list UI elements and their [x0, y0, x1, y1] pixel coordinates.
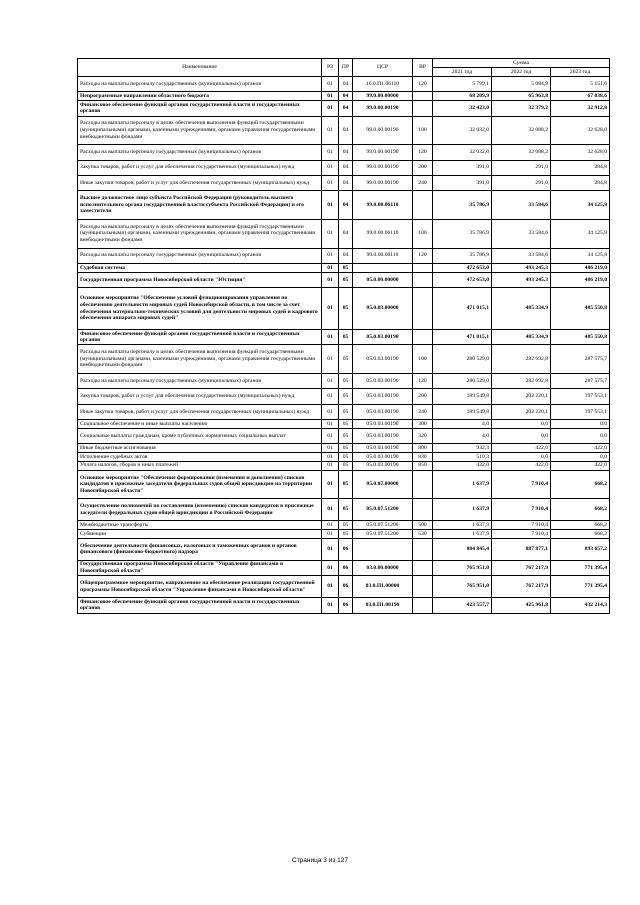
- cell-vr: [413, 288, 433, 330]
- cell-pr: 05: [339, 263, 353, 272]
- table-row: [78, 219, 610, 248]
- cell-csr: 05.0.03.00190: [353, 345, 413, 374]
- cell-2022: 7 910,4: [492, 521, 551, 530]
- header-csr: ЦСР: [353, 59, 413, 77]
- cell-name: Закупка товаров, работ и услуг для обеспечения государственных (муниципальных) нужд: [78, 389, 322, 404]
- cell-2021: 35 786,9: [433, 219, 492, 248]
- cell-vr: [413, 92, 433, 101]
- cell-csr: 99.0.00.00190: [353, 175, 413, 190]
- cell-vr: 100: [413, 116, 433, 145]
- cell-2021: 471 015,1: [433, 329, 492, 344]
- cell-name: Социальные выплаты гражданам, кроме публичных нормативных социальных выплат: [78, 428, 322, 443]
- cell-rz: 01: [322, 444, 339, 453]
- cell-2022: 291,0: [492, 175, 551, 190]
- cell-pr: 05: [339, 345, 353, 374]
- table-row: [78, 461, 610, 470]
- table-row: [78, 373, 610, 388]
- cell-pr: 04: [339, 116, 353, 145]
- cell-2021: 765 951,0: [433, 576, 492, 598]
- cell-vr: [413, 101, 433, 116]
- cell-pr: 05: [339, 329, 353, 344]
- cell-name: Основное мероприятие "Обеспечение формирования (изменения и дополнения) списков кандидатов в присяжные заседатели федеральных судов общей юрисдикции на территории Новосибирской области": [78, 470, 322, 499]
- cell-vr: [413, 499, 433, 521]
- table-row: [78, 389, 610, 404]
- cell-2023: 34 125,8: [551, 191, 610, 220]
- cell-pr: 06: [339, 598, 353, 613]
- cell-2021: 189 549,8: [433, 404, 492, 419]
- cell-rz: 01: [322, 560, 339, 575]
- cell-2023: 668,2: [551, 470, 610, 499]
- cell-rz: 01: [322, 530, 339, 539]
- cell-vr: [413, 576, 433, 598]
- cell-2021: 68 209,9: [433, 92, 492, 101]
- cell-pr: 04: [339, 92, 353, 101]
- cell-2021: 765 951,0: [433, 560, 492, 575]
- cell-vr: 800: [413, 444, 433, 453]
- cell-2022: 0,0: [492, 420, 551, 429]
- table-row: [78, 101, 610, 116]
- cell-csr: 99.0.00.00000: [353, 92, 413, 101]
- cell-rz: 01: [322, 521, 339, 530]
- cell-name: Социальное обеспечение и иные выплаты населению: [78, 420, 322, 429]
- cell-pr: 04: [339, 219, 353, 248]
- cell-rz: 01: [322, 145, 339, 160]
- cell-csr: 99.0.00.00190: [353, 160, 413, 175]
- cell-pr: 05: [339, 461, 353, 470]
- table-row: [78, 538, 610, 560]
- cell-pr: 04: [339, 160, 353, 175]
- cell-csr: 16.0.П1.06110: [353, 77, 413, 92]
- table-row: [78, 428, 610, 443]
- table-row: [78, 116, 610, 145]
- cell-name: Расходы на выплаты персоналу в целях обеспечения выполнения функций государственными (муниципальными) органами, казенными учреждениями, органами управления государственными внебюджетными фондами: [78, 345, 322, 374]
- cell-2022: 32 088,2: [492, 145, 551, 160]
- cell-csr: 99.0.00.00190: [353, 101, 413, 116]
- cell-name: Исполнение судебных актов: [78, 453, 322, 462]
- cell-vr: 120: [413, 145, 433, 160]
- cell-2021: 472 653,0: [433, 263, 492, 272]
- cell-pr: 05: [339, 373, 353, 388]
- cell-csr: 99.0.00.06110: [353, 248, 413, 263]
- table-row: [78, 444, 610, 453]
- cell-pr: 05: [339, 499, 353, 521]
- cell-name: Межбюджетные трансферты: [78, 521, 322, 530]
- cell-csr: 05.0.03.00190: [353, 389, 413, 404]
- cell-pr: 05: [339, 420, 353, 429]
- header-year-2022: 2022 год: [492, 68, 551, 77]
- cell-2023: 0,0: [551, 428, 610, 443]
- cell-name: Финансовое обеспечение функций органов государственной власти и государственных органов: [78, 329, 322, 344]
- cell-pr: 06: [339, 538, 353, 560]
- table-body: [78, 77, 610, 614]
- cell-rz: 01: [322, 499, 339, 521]
- table-row: [78, 453, 610, 462]
- cell-2022: 767 217,9: [492, 560, 551, 575]
- table-row: [78, 160, 610, 175]
- cell-2021: 280 529,0: [433, 373, 492, 388]
- cell-rz: 01: [322, 175, 339, 190]
- cell-2022: 291,0: [492, 160, 551, 175]
- cell-2023: 197 553,1: [551, 389, 610, 404]
- cell-csr: [353, 263, 413, 272]
- cell-pr: 05: [339, 521, 353, 530]
- table-row: [78, 145, 610, 160]
- cell-2021: 5 799,1: [433, 77, 492, 92]
- cell-2023: 284,8: [551, 160, 610, 175]
- cell-vr: 240: [413, 404, 433, 419]
- cell-2021: 32 032,0: [433, 116, 492, 145]
- cell-2023: 0,0: [551, 420, 610, 429]
- cell-pr: 05: [339, 453, 353, 462]
- cell-csr: 03.0.00.00000: [353, 560, 413, 575]
- cell-2022: 282 692,8: [492, 373, 551, 388]
- cell-rz: 01: [322, 329, 339, 344]
- cell-2023: 771 395,4: [551, 576, 610, 598]
- table-row: [78, 598, 610, 613]
- cell-name: Субвенции: [78, 530, 322, 539]
- cell-name: Осуществление полномочий по составлению (изменению) списков кандидатов в присяжные заседатели федеральных судов общей юрисдикции в Российской Федерации: [78, 499, 322, 521]
- table-row: [78, 92, 610, 101]
- cell-name: Расходы на выплаты персоналу государственных (муниципальных) органов: [78, 373, 322, 388]
- cell-2021: 422,0: [433, 461, 492, 470]
- cell-pr: 05: [339, 530, 353, 539]
- cell-2023: 5 151,6: [551, 77, 610, 92]
- cell-rz: 01: [322, 263, 339, 272]
- cell-csr: 99.0.00.00190: [353, 116, 413, 145]
- cell-pr: 06: [339, 560, 353, 575]
- cell-pr: 05: [339, 389, 353, 404]
- cell-pr: 05: [339, 272, 353, 287]
- cell-rz: 01: [322, 576, 339, 598]
- cell-2021: 1 637,9: [433, 470, 492, 499]
- cell-csr: 05.0.07.00000: [353, 470, 413, 499]
- cell-csr: 05.0.03.00190: [353, 453, 413, 462]
- cell-name: Расходы на выплаты персоналу в целях обеспечения выполнения функций государственными (муниципальными) органами, казенными учреждениями, органами управления государственными внебюджетными фондами: [78, 219, 322, 248]
- cell-pr: 04: [339, 175, 353, 190]
- cell-csr: 03.0.П1.00190: [353, 598, 413, 613]
- cell-vr: 850: [413, 461, 433, 470]
- cell-name: Иные закупки товаров, работ и услуг для обеспечения государственных (муниципальных) нужд: [78, 404, 322, 419]
- cell-csr: 05.0.03.00190: [353, 329, 413, 344]
- cell-2023: 771 395,4: [551, 560, 610, 575]
- cell-rz: 01: [322, 598, 339, 613]
- cell-csr: 05.0.07.51200: [353, 530, 413, 539]
- cell-2022: 202 220,1: [492, 404, 551, 419]
- cell-csr: 05.0.03.00000: [353, 288, 413, 330]
- cell-2021: 189 549,8: [433, 389, 492, 404]
- cell-rz: 01: [322, 272, 339, 287]
- cell-2021: 1 637,9: [433, 499, 492, 521]
- cell-rz: 01: [322, 77, 339, 92]
- cell-name: Расходы на выплаты персоналу в целях обеспечения выполнения функций государственными (муниципальными) органами, казенными учреждениями, органами управления государственными внебюджетными фондами: [78, 116, 322, 145]
- cell-rz: 01: [322, 470, 339, 499]
- header-vr: ВР: [413, 59, 433, 77]
- cell-2021: 35 786,9: [433, 248, 492, 263]
- cell-vr: 120: [413, 77, 433, 92]
- cell-pr: 05: [339, 444, 353, 453]
- header-row-top: [78, 59, 610, 68]
- cell-csr: [353, 538, 413, 560]
- cell-2021: 35 786,9: [433, 191, 492, 220]
- cell-rz: 01: [322, 160, 339, 175]
- cell-rz: 01: [322, 453, 339, 462]
- cell-vr: 120: [413, 373, 433, 388]
- budget-table-sheet: [77, 58, 609, 614]
- table-row: [78, 499, 610, 521]
- cell-csr: 05.0.03.00190: [353, 420, 413, 429]
- cell-csr: 99.0.00.00190: [353, 145, 413, 160]
- cell-csr: 05.0.03.00190: [353, 461, 413, 470]
- cell-csr: 05.0.07.51200: [353, 499, 413, 521]
- cell-vr: [413, 329, 433, 344]
- cell-2023: 485 550,8: [551, 329, 610, 344]
- cell-2022: 425 961,8: [492, 598, 551, 613]
- cell-vr: 100: [413, 345, 433, 374]
- cell-2022: 282 692,8: [492, 345, 551, 374]
- cell-2021: 32 423,0: [433, 101, 492, 116]
- cell-2022: 5 084,9: [492, 77, 551, 92]
- cell-vr: 200: [413, 389, 433, 404]
- cell-2023: 893 657,2: [551, 538, 610, 560]
- cell-vr: 500: [413, 521, 433, 530]
- header-year-2021: 2021 год: [433, 68, 492, 77]
- cell-rz: 01: [322, 404, 339, 419]
- cell-2023: 422,0: [551, 444, 610, 453]
- cell-name: Высшее должностное лицо субъекта Российской Федерации (руководитель высшего исполнительного органа государственной власти субъекта Российской Федерации) и его заместители: [78, 191, 322, 220]
- cell-rz: 01: [322, 389, 339, 404]
- cell-name: Уплата налогов, сборов и иных платежей: [78, 461, 322, 470]
- header-year-2023: 2023 год: [551, 68, 610, 77]
- table-row: [78, 263, 610, 272]
- cell-2023: 485 550,8: [551, 288, 610, 330]
- table-row: [78, 576, 610, 598]
- cell-2022: 0,0: [492, 453, 551, 462]
- cell-2023: 486 219,0: [551, 272, 610, 287]
- cell-rz: 01: [322, 116, 339, 145]
- cell-2021: 280 529,0: [433, 345, 492, 374]
- cell-2021: 471 015,1: [433, 288, 492, 330]
- cell-csr: 05.0.03.00190: [353, 404, 413, 419]
- cell-name: Непрограммные направления областного бюджета: [78, 92, 322, 101]
- cell-rz: 01: [322, 288, 339, 330]
- cell-csr: 05.0.07.51200: [353, 521, 413, 530]
- cell-pr: 05: [339, 428, 353, 443]
- table-row: [78, 288, 610, 330]
- header-name: Наименование: [78, 59, 322, 77]
- cell-2021: 884 845,4: [433, 538, 492, 560]
- cell-rz: 01: [322, 219, 339, 248]
- cell-2021: 423 557,7: [433, 598, 492, 613]
- cell-2023: 67 038,6: [551, 92, 610, 101]
- cell-vr: 320: [413, 428, 433, 443]
- cell-2023: 32 912,8: [551, 101, 610, 116]
- cell-rz: 01: [322, 428, 339, 443]
- table-row: [78, 404, 610, 419]
- cell-csr: 05.0.00.00000: [353, 272, 413, 287]
- cell-2023: 32 628,0: [551, 145, 610, 160]
- cell-2021: 1 637,9: [433, 530, 492, 539]
- header-sum: Сумма: [433, 59, 610, 68]
- cell-rz: 01: [322, 92, 339, 101]
- cell-csr: 05.0.03.00190: [353, 444, 413, 453]
- cell-name: Финансовое обеспечение функций органов государственной власти и государственных органов: [78, 101, 322, 116]
- cell-pr: 05: [339, 404, 353, 419]
- table-row: [78, 530, 610, 539]
- cell-2022: 422,0: [492, 461, 551, 470]
- cell-2022: 7 910,4: [492, 499, 551, 521]
- cell-2023: 0,0: [551, 453, 610, 462]
- cell-csr: 03.0.П1.00000: [353, 576, 413, 598]
- cell-rz: 01: [322, 373, 339, 388]
- cell-vr: 240: [413, 175, 433, 190]
- table-row: [78, 248, 610, 263]
- table-row: [78, 77, 610, 92]
- cell-2022: 493 245,3: [492, 272, 551, 287]
- cell-pr: 06: [339, 576, 353, 598]
- cell-vr: 530: [413, 530, 433, 539]
- cell-name: Финансовое обеспечение функций органов государственной власти и государственных органов: [78, 598, 322, 613]
- cell-vr: [413, 560, 433, 575]
- cell-2022: 0,0: [492, 428, 551, 443]
- cell-vr: [413, 538, 433, 560]
- page-footer: Страница 3 из 127: [292, 857, 348, 864]
- table-row: [78, 272, 610, 287]
- cell-name: Основное мероприятие "Обеспечение условий функционирования управления по обеспечению деятельности мировых судей Новосибирской области, в том числе за счет обеспечения материально-технических условий для деятельности мировых судей и кадрового обеспечения аппарата мировых судей": [78, 288, 322, 330]
- cell-2023: 34 125,8: [551, 248, 610, 263]
- cell-2022: 422,0: [492, 444, 551, 453]
- cell-name: Расходы на выплаты персоналу государственных (муниципальных) органов: [78, 77, 322, 92]
- cell-rz: 01: [322, 538, 339, 560]
- cell-2021: 510,3: [433, 453, 492, 462]
- cell-2021: 391,0: [433, 175, 492, 190]
- cell-csr: 99.0.00.06110: [353, 191, 413, 220]
- cell-2021: 1 637,9: [433, 521, 492, 530]
- cell-2022: 485 334,9: [492, 329, 551, 344]
- cell-2021: 32 032,0: [433, 145, 492, 160]
- cell-rz: 01: [322, 101, 339, 116]
- cell-2021: 932,3: [433, 444, 492, 453]
- cell-2023: 287 575,7: [551, 345, 610, 374]
- cell-vr: [413, 272, 433, 287]
- cell-vr: 200: [413, 160, 433, 175]
- cell-vr: [413, 598, 433, 613]
- cell-2022: 32 379,2: [492, 101, 551, 116]
- cell-vr: 100: [413, 219, 433, 248]
- cell-rz: 01: [322, 191, 339, 220]
- cell-pr: 05: [339, 288, 353, 330]
- cell-2023: 32 628,0: [551, 116, 610, 145]
- cell-2023: 287 575,7: [551, 373, 610, 388]
- cell-vr: 120: [413, 248, 433, 263]
- cell-name: Иные бюджетные ассигнования: [78, 444, 322, 453]
- cell-rz: 01: [322, 420, 339, 429]
- cell-pr: 05: [339, 470, 353, 499]
- header-pr: ПР: [339, 59, 353, 77]
- table-row: [78, 470, 610, 499]
- cell-2022: 7 910,4: [492, 530, 551, 539]
- cell-name: Судебная система: [78, 263, 322, 272]
- cell-2022: 33 584,6: [492, 191, 551, 220]
- cell-2021: 4,0: [433, 428, 492, 443]
- table-row: [78, 345, 610, 374]
- cell-name: Закупка товаров, работ и услуг для обеспечения государственных (муниципальных) нужд: [78, 160, 322, 175]
- cell-pr: 04: [339, 191, 353, 220]
- cell-2021: 4,0: [433, 420, 492, 429]
- cell-name: Государственная программа Новосибирской области "Управление финансами в Новосибирской области": [78, 560, 322, 575]
- table-row: [78, 175, 610, 190]
- cell-vr: [413, 191, 433, 220]
- cell-2022: 767 217,9: [492, 576, 551, 598]
- cell-vr: [413, 470, 433, 499]
- budget-table: [77, 58, 610, 614]
- cell-name: Иные закупки товаров, работ и услуг для обеспечения государственных (муниципальных) нужд: [78, 175, 322, 190]
- table-row: [78, 521, 610, 530]
- cell-pr: 04: [339, 248, 353, 263]
- cell-2023: 668,2: [551, 530, 610, 539]
- cell-name: Обеспечение деятельности финансовых, налоговых и таможенных органов и органов финансового (финансово-бюджетного) надзора: [78, 538, 322, 560]
- cell-pr: 04: [339, 101, 353, 116]
- cell-2023: 34 125,8: [551, 219, 610, 248]
- cell-2023: 197 553,1: [551, 404, 610, 419]
- cell-name: Государственная программа Новосибирской области "Юстиция": [78, 272, 322, 287]
- table-row: [78, 420, 610, 429]
- table-row: [78, 191, 610, 220]
- cell-name: Расходы на выплаты персоналу государственных (муниципальных) органов: [78, 145, 322, 160]
- cell-2023: 284,8: [551, 175, 610, 190]
- cell-2023: 668,2: [551, 499, 610, 521]
- cell-2022: 33 584,6: [492, 219, 551, 248]
- cell-2023: 432 214,3: [551, 598, 610, 613]
- cell-vr: 300: [413, 420, 433, 429]
- cell-2022: 33 584,6: [492, 248, 551, 263]
- table-row: [78, 329, 610, 344]
- cell-2021: 472 653,0: [433, 272, 492, 287]
- cell-2023: 486 219,0: [551, 263, 610, 272]
- table-row: [78, 560, 610, 575]
- cell-2022: 32 088,2: [492, 116, 551, 145]
- cell-2022: 202 220,1: [492, 389, 551, 404]
- cell-rz: 01: [322, 345, 339, 374]
- cell-name: Расходы на выплаты персоналу государственных (муниципальных) органов: [78, 248, 322, 263]
- cell-pr: 04: [339, 145, 353, 160]
- cell-csr: 05.0.03.00190: [353, 428, 413, 443]
- cell-2022: 485 334,9: [492, 288, 551, 330]
- cell-pr: 04: [339, 77, 353, 92]
- cell-2021: 391,0: [433, 160, 492, 175]
- cell-2022: 887 877,1: [492, 538, 551, 560]
- cell-2022: 65 963,8: [492, 92, 551, 101]
- cell-2022: 493 245,3: [492, 263, 551, 272]
- cell-csr: 99.0.00.06110: [353, 219, 413, 248]
- cell-csr: 05.0.03.00190: [353, 373, 413, 388]
- cell-2023: 422,0: [551, 461, 610, 470]
- cell-name: Общепрограммное мероприятие, направленное на обеспечение реализации государственной программы Новосибирской области "Управление финансами в Новосибирской области": [78, 576, 322, 598]
- header-rz: РЗ: [322, 59, 339, 77]
- cell-rz: 01: [322, 248, 339, 263]
- cell-rz: 01: [322, 461, 339, 470]
- cell-vr: [413, 263, 433, 272]
- cell-vr: 830: [413, 453, 433, 462]
- cell-2023: 668,2: [551, 521, 610, 530]
- cell-2022: 7 910,4: [492, 470, 551, 499]
